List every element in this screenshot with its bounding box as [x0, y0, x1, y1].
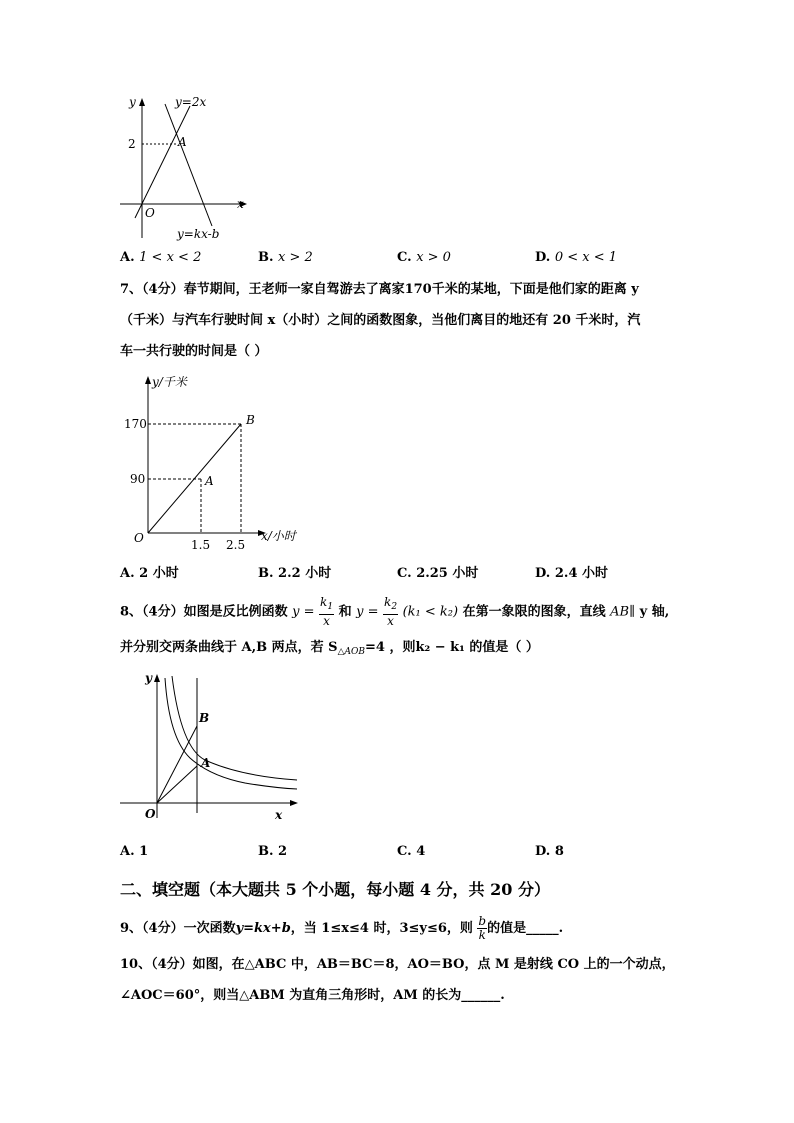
q8-ab: AB∥ [610, 604, 636, 620]
q7-x-label: x/小时 [261, 529, 296, 543]
q8-x-arrow [290, 800, 298, 806]
q7-tick-90: 90 [130, 472, 146, 486]
section2-heading: 二、填空题（本大题共 5 个小题，每小题 4 分，共 20 分） [120, 880, 550, 899]
q7-origin: O [134, 531, 144, 545]
q7-option-a: A. 2 小时 [120, 566, 179, 581]
q6-line2-label: y=kx-b [177, 227, 220, 241]
q6-option-c: C. x > 0 [397, 250, 451, 265]
q8-origin: O [145, 807, 156, 821]
q8-figure [115, 668, 305, 828]
q7-tick-2-5: 2.5 [226, 538, 246, 552]
q6-x-label: x [237, 197, 244, 211]
q9-fraction: $\frac{b}{k}$ [478, 914, 487, 942]
q6-point-a: A [178, 135, 187, 149]
q8-curve-k2 [172, 676, 297, 780]
q8-y-label: y [145, 671, 152, 685]
q8-option-d: D. 8 [535, 844, 564, 859]
q9-stem: 9、（4分）一次函数y=kx+b，当 1≤x≤4 时，3≤y≤6，则 $\frac{b}{k}$ 的值是_____. [120, 914, 564, 942]
q7-point-b: B [246, 413, 255, 427]
q6-option-d: D. 0 < x < 1 [535, 250, 618, 265]
q7-option-b: B. 2.2 小时 [258, 566, 332, 581]
q7-option-c: C. 2.25 小时 [397, 566, 479, 581]
q6-line-ykxb [165, 104, 212, 226]
q10-stem-line2: ∠AOC＝60°，则当△ABM 为直角三角形时，AM 的长为______. [120, 988, 505, 1003]
q7-stem-line2: （千米）与汽车行驶时间 x（小时）之间的函数图象，当他们离目的地还有 20 千米时，汽 [120, 313, 641, 328]
q7-tick-170: 170 [124, 417, 147, 431]
q8-y-arrow [154, 674, 160, 682]
q6-option-b: B. x > 2 [258, 250, 313, 265]
q6-y-arrow [139, 98, 145, 106]
q6-line-y2x [135, 106, 190, 218]
q6-origin: O [145, 206, 155, 220]
q8-segment-oa [157, 766, 197, 803]
q7-stem-line1: 7、（4分）春节期间，王老师一家自驾游去了离家170千米的某地，下面是他们家的距离 y [120, 282, 639, 297]
q8-y-eq1: y = [292, 604, 315, 620]
q7-stem-line3: 车一共行驶的时间是（ ） [120, 344, 268, 359]
q9-equation: y=kx+b [235, 921, 291, 936]
q8-point-a: A [201, 756, 211, 770]
q8-x-label: x [275, 808, 283, 822]
q7-y-arrow [145, 376, 151, 384]
q6-tick-2: 2 [128, 137, 136, 151]
q8-stem-line2: 并分别交两条曲线于 A,B 两点，若 $S_{\triangle AOB}=4$ ，则k₂ − k₁ 的值是（ ） [120, 640, 539, 657]
q8-option-c: C. 4 [397, 844, 426, 859]
q6-line1-label: y=2x [175, 95, 207, 109]
q7-tick-1-5: 1.5 [191, 538, 211, 552]
q8-point-b: B [199, 711, 210, 725]
q6-option-a: A. 1 < x < 2 [120, 250, 202, 265]
q8-option-a: A. 1 [120, 844, 149, 859]
q8-y-eq2: y = [356, 604, 379, 620]
q8-stem-line1: 8、（4分）如图是反比例函数 y = $\frac{k_1}{x}$ 和 y = $\frac{k_2}{x}$ (k₁ < k₂) 在第一象限的图象，直线 AB∥ y 轴, [120, 595, 670, 628]
q8-frac-k1: $\frac{k_1}{x}$ [320, 595, 334, 628]
q6-y-label: y [129, 95, 136, 109]
q8-area-sub: △AOB [337, 647, 365, 657]
q6-figure [115, 90, 255, 245]
q7-y-label: y/千米 [152, 375, 187, 389]
q10-stem-line1: 10、（4分）如图，在△ABC 中，AB＝BC＝8，AO＝BO，点 M 是射线 CO 上的一个动点， [120, 957, 675, 972]
q7-option-d: D. 2.4 小时 [535, 566, 609, 581]
q8-option-b: B. 2 [258, 844, 288, 859]
q7-figure [124, 370, 303, 555]
q7-point-a: A [205, 474, 214, 488]
q8-condition: (k₁ < k₂) [402, 604, 459, 620]
q8-frac-k2: $\frac{k_2}{x}$ [384, 595, 398, 628]
